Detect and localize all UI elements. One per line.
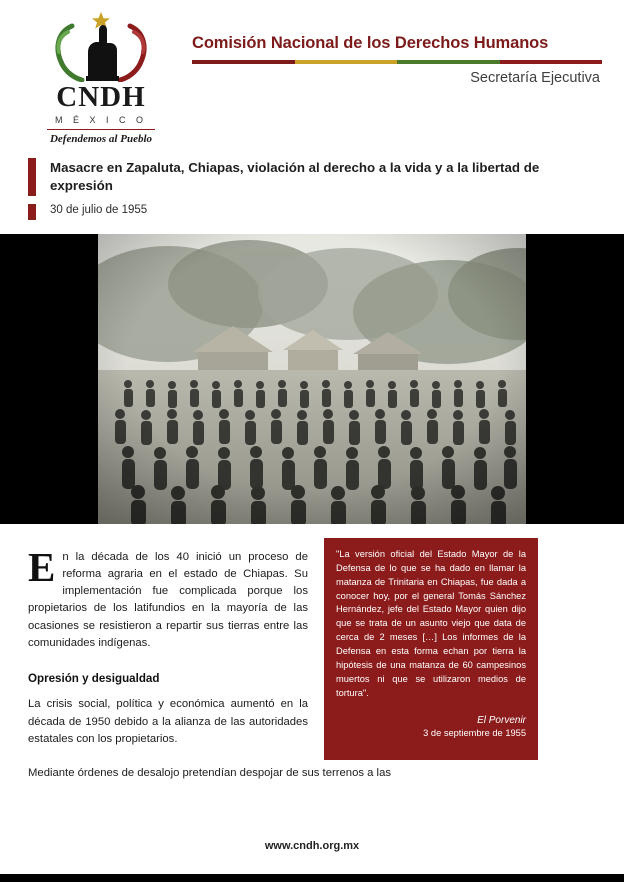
section-heading: Opresión y desigualdad xyxy=(28,671,160,685)
quote-text: "La versión oficial del Estado Mayor de la Defensa de lo que se ha dado en llamar la matanza de Trinitaria en Chiapas, fue dada a conocer hoy, por el general Tomás Sánchez Hernández, jefe del Estado Mayor quien dijo que se trata de un asunto viejo que data de cerca de 2 meses […] Los informes de la Defensa en esta forma echan por tierra la hipótesis de una matanza de 60 campesinos muertos ni que se utilizaron medios de tortura". xyxy=(336,548,526,699)
cndh-logo-block xyxy=(0,8,178,145)
page-footer xyxy=(0,824,624,882)
article-left-column xyxy=(28,538,324,760)
footer-black-bar xyxy=(0,874,624,882)
intro-text: n la década de los 40 inició un proceso de reforma agraria en el estado de Chiapas. Su implementación fue complicada porque los propietarios de los latifundios en la mayoría de las ocasiones se resistieron a repartir sus tierras entre las comunidades indígenas. xyxy=(28,550,308,649)
organization-title: Comisión Nacional de los Derechos Humanos xyxy=(192,34,549,52)
photo-band xyxy=(0,234,624,524)
document-title-block xyxy=(0,158,624,220)
intro-paragraph xyxy=(28,543,308,652)
pull-quote-box xyxy=(324,538,538,760)
department-title: Secretaría Ejecutiva xyxy=(470,70,600,86)
cndh-acronym: CNDH xyxy=(56,81,146,113)
cndh-motto: Defendemos al Pueblo xyxy=(49,133,153,145)
cndh-country: M É X I C O xyxy=(54,115,147,125)
quote-source: El Porvenir xyxy=(477,715,526,726)
header-title-block xyxy=(178,8,624,86)
raised-fist-wreath-logo-icon xyxy=(42,10,160,82)
quote-date: 3 de septiembre de 1955 xyxy=(423,728,526,738)
paragraph-3: Mediante órdenes de desalojo pretendían despojar de sus terrenos a las xyxy=(28,767,391,780)
paragraph-2: La crisis social, política y económica aumentó en la década de 1950 debido a la alianza de las autoridades estatales con los propietarios. xyxy=(28,698,308,746)
date-accent-bar xyxy=(28,204,36,220)
article-content xyxy=(0,524,624,760)
page-title: Masacre en Zapaluta, Chiapas, violación al derecho a la vida y a la libertad de expresión xyxy=(50,160,540,194)
website-url[interactable]: www.cndh.org.mx xyxy=(264,840,360,852)
logo-divider xyxy=(47,129,155,130)
drop-cap: E xyxy=(28,543,56,590)
page-header xyxy=(0,0,624,148)
tricolor-divider xyxy=(192,60,602,64)
title-accent-bar xyxy=(28,158,36,196)
historic-photograph xyxy=(98,234,526,524)
document-date: 30 de julio de 1955 xyxy=(50,203,148,216)
